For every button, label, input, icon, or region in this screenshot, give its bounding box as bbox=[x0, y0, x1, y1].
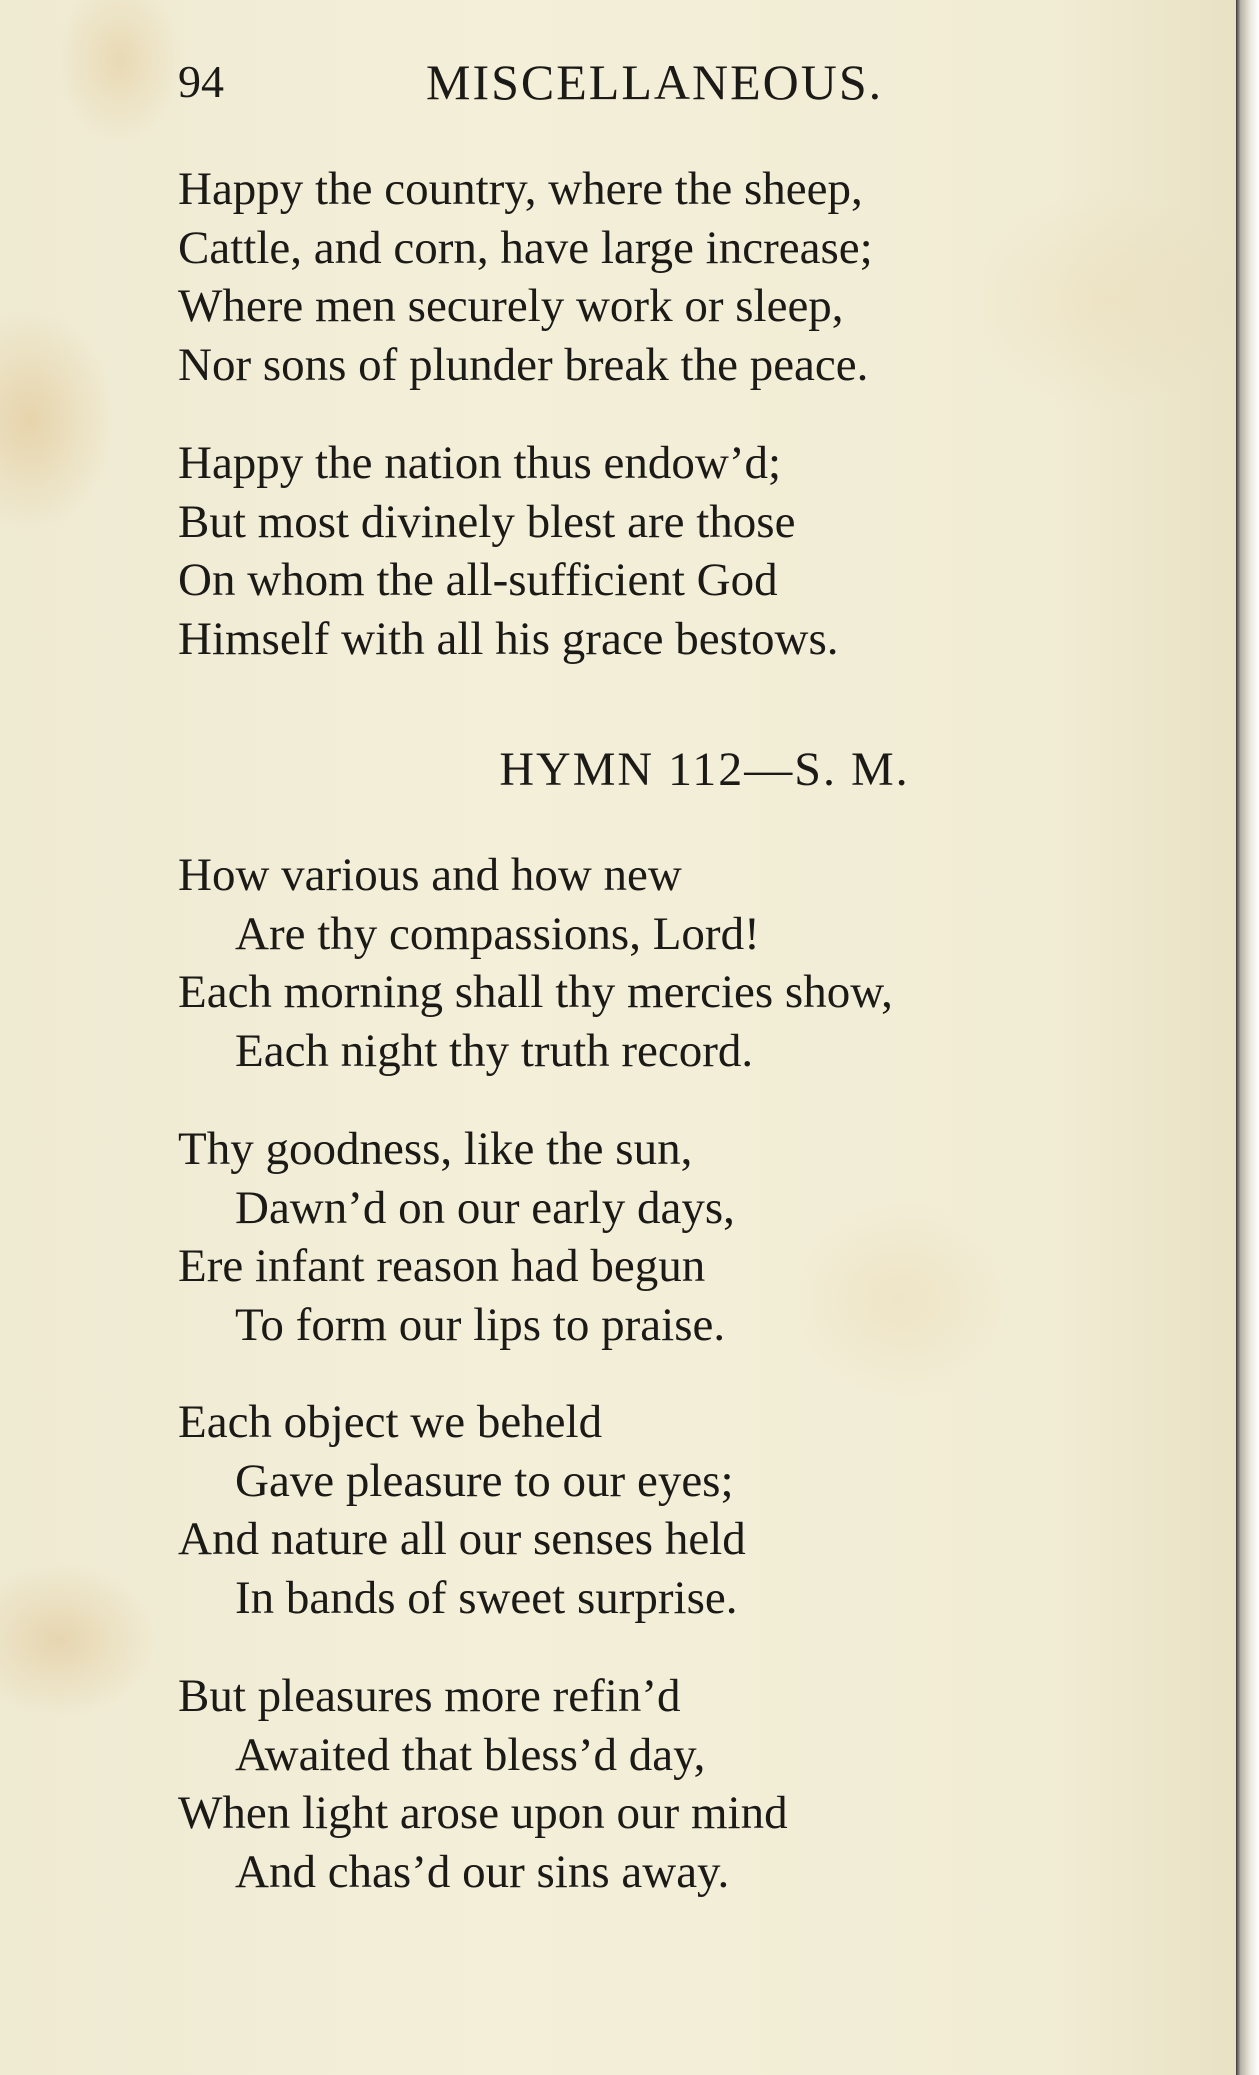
verse-line-indented: Awaited that bless’d day, bbox=[235, 1728, 706, 1781]
hymn-stanza-3 bbox=[178, 1393, 746, 1627]
running-head bbox=[178, 52, 1008, 112]
verse-line: Happy the country, where the sheep, bbox=[178, 163, 863, 215]
page-number: 94 bbox=[178, 56, 224, 107]
verse-line: Ere infant reason had begun bbox=[178, 1240, 706, 1292]
stanza-1 bbox=[178, 160, 873, 394]
verse-line: Each object we beheld bbox=[178, 1396, 603, 1448]
page-edge-shadow bbox=[1236, 0, 1259, 2075]
verse-line-indented: And chas’d our sins away. bbox=[235, 1845, 730, 1898]
verse-line: And nature all our senses held bbox=[178, 1513, 746, 1565]
verse-line: Cattle, and corn, have large increase; bbox=[178, 221, 873, 274]
verse-line: How various and how new bbox=[178, 849, 682, 901]
verse-line: But pleasures more refin’d bbox=[178, 1670, 681, 1722]
hymn-title: HYMN 112—S. M. bbox=[499, 743, 910, 796]
hymn-stanza-1 bbox=[178, 846, 893, 1080]
verse-line: Happy the nation thus endow’d; bbox=[178, 437, 782, 489]
verse-line: But most divinely blest are those bbox=[178, 495, 796, 548]
hymn-stanza-4 bbox=[178, 1667, 788, 1901]
verse-line: Nor sons of plunder break the peace. bbox=[178, 338, 869, 391]
hymn-stanza-2 bbox=[178, 1120, 735, 1354]
verse-line-indented: In bands of sweet surprise. bbox=[235, 1571, 738, 1624]
stanza-2 bbox=[178, 434, 838, 668]
verse-line-indented: Each night thy truth record. bbox=[235, 1024, 754, 1077]
section-title: MISCELLANEOUS. bbox=[426, 54, 884, 110]
verse-line-indented: Are thy compassions, Lord! bbox=[235, 907, 760, 960]
verse-line: Himself with all his grace bestows. bbox=[178, 612, 839, 665]
verse-line: Where men securely work or sleep, bbox=[178, 280, 844, 332]
verse-line: Thy goodness, like the sun, bbox=[178, 1123, 693, 1175]
verse-line: On whom the all-sufficient God bbox=[178, 554, 778, 606]
verse-line-indented: Dawn’d on our early days, bbox=[235, 1181, 735, 1234]
verse-line: Each morning shall thy mercies show, bbox=[178, 966, 893, 1018]
verse-line: When light arose upon our mind bbox=[178, 1787, 788, 1839]
verse-line-indented: To form our lips to praise. bbox=[235, 1298, 726, 1351]
verse-line-indented: Gave pleasure to our eyes; bbox=[235, 1454, 734, 1507]
